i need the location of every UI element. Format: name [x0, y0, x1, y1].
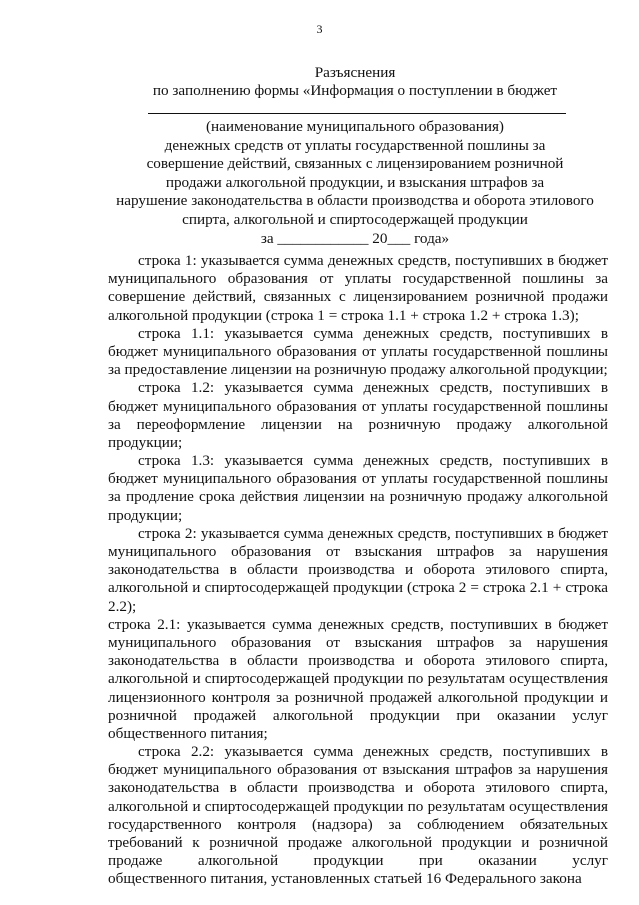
paragraph-line: за предоставление лицензии на розничную продажу алкогольной продукции;: [108, 361, 608, 379]
paragraph-line: продаже алкогольной продукции при оказании услуг: [108, 852, 608, 870]
paragraph-line: законодательства в области производства и оборота этилового спирта,: [108, 779, 608, 797]
paragraph-line: 2.2);: [108, 597, 137, 615]
paragraph-line: общественного питания, установленных статьей 16 Федерального закона: [108, 870, 582, 888]
paragraph-line: алкогольной и спиртосодержащей продукции (строка 2 = строка 2.1 + строка: [108, 579, 608, 597]
paragraph: [108, 252, 608, 325]
paragraph-line: за продление срока действия лицензии на розничную продажу алкогольной: [108, 488, 608, 506]
subtitle-line: денежных средств от уплаты государственной пошлины за: [164, 136, 546, 154]
subtitle-line: за ____________ 20___ года»: [260, 229, 450, 247]
paragraph-line: строка 1.2: указывается сумма денежных средств, поступивших в: [138, 379, 608, 397]
paragraph-line: общественного питания;: [108, 724, 268, 742]
paragraph: [108, 743, 608, 889]
subtitle-line: нарушение законодательства в области производства и оборота этилового: [116, 192, 594, 210]
paragraph-line: бюджет муниципального образования от уплаты государственной пошлины: [108, 470, 608, 488]
subtitle-line: (наименование муниципального образования): [206, 118, 504, 135]
paragraph-line: бюджет муниципального образования от уплаты государственной пошлины: [108, 397, 608, 415]
paragraph: [108, 616, 608, 743]
paragraph-line: за переоформление лицензии на розничную продажу алкогольной: [108, 415, 608, 433]
paragraph-line: бюджет муниципального образования от уплаты государственной пошлины: [108, 342, 608, 360]
subtitle-line: совершение действий, связанных с лицензированием розничной: [146, 155, 564, 173]
paragraph-line: строка 2.1: указывается сумма денежных средств, поступивших в бюджет: [108, 615, 608, 633]
document-subtitle: [100, 118, 610, 248]
page-number: 3: [316, 22, 323, 36]
paragraph-line: алкогольной и спиртосодержащей продукции по результатам осуществления: [108, 670, 608, 688]
paragraph: [108, 452, 608, 525]
paragraph-line: строка 2.2: указывается сумма денежных средств, поступивших в: [138, 743, 608, 761]
paragraph-line: строка 2: указывается сумма денежных средств, поступивших в бюджет: [138, 524, 608, 542]
paragraph-line: строка 1.3: указывается сумма денежных средств, поступивших в: [138, 452, 608, 470]
paragraph: [108, 525, 608, 616]
paragraph-line: лицензионного контроля за розничной продажей алкогольной продукции и: [108, 688, 608, 706]
paragraph-line: продукции;: [108, 506, 183, 524]
paragraph-line: алкогольной продукции (строка 1 = строка 1.1 + строка 1.2 + строка 1.3);: [108, 306, 579, 324]
title-line: Разъяснения: [314, 64, 396, 81]
paragraph-line: законодательства в области производства и оборота этилового спирта,: [108, 652, 608, 670]
subtitle-line: спирта, алкогольной и спиртосодержащей продукции: [182, 210, 528, 228]
paragraph: [108, 379, 608, 452]
paragraph-line: совершение действий, связанных с лицензированием розничной продажи: [108, 288, 608, 306]
title-line: по заполнению формы «Информация о поступлении в бюджет: [152, 82, 558, 99]
paragraph-line: бюджет муниципального образования от взыскания штрафов за нарушения: [108, 761, 608, 779]
paragraph-line: розничной продажей алкогольной продукции при оказании услуг: [108, 706, 608, 724]
paragraph-line: строка 1.1: указывается сумма денежных средств, поступивших в: [138, 324, 608, 342]
paragraph-line: муниципального образования от уплаты государственной пошлины за: [108, 270, 608, 288]
subtitle-line: продажи алкогольной продукции, и взыскания штрафов за: [165, 173, 545, 191]
paragraph-line: строка 1: указывается сумма денежных средств, поступивших в бюджет: [138, 252, 608, 269]
paragraph-line: муниципального образования от взыскания штрафов за нарушения: [108, 543, 608, 560]
paragraph-line: муниципального образования от взыскания штрафов за нарушения: [108, 633, 608, 651]
document-body: [108, 252, 608, 889]
name-underline: [148, 113, 566, 114]
document-title: [100, 64, 610, 100]
paragraph-line: алкогольной и спиртосодержащей продукции по результатам осуществления: [108, 797, 608, 815]
paragraph: [108, 325, 608, 380]
paragraph-line: законодательства в области производства и оборота этилового спирта,: [108, 561, 608, 579]
paragraph-line: государственного контроля (надзора) за соблюдением обязательных: [108, 815, 608, 833]
paragraph-line: требований к розничной продаже алкогольной продукции и розничной: [108, 834, 608, 851]
paragraph-line: продукции;: [108, 433, 183, 451]
